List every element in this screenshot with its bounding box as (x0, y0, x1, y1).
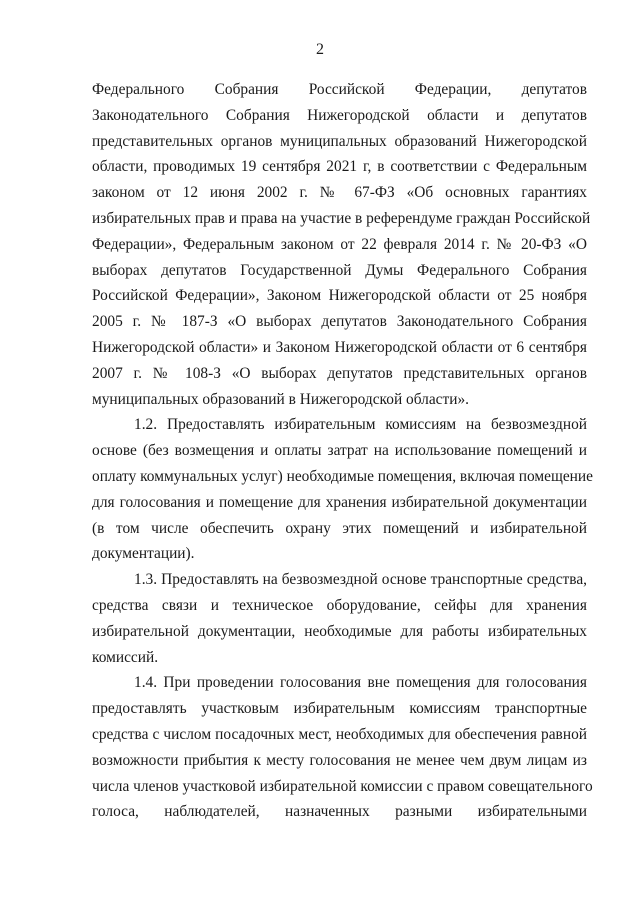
text-line: средства связи и техническое оборудование, сейфы для хранения (92, 596, 587, 614)
text-line: голоса, наблюдателей, назначенных разными избирательными (92, 803, 587, 821)
paragraph (92, 412, 593, 567)
text-line: основе (без возмещения и оплаты затрат на использование помещений и (92, 442, 587, 460)
document-body (92, 77, 593, 825)
text-line: числа членов участковой избирательной комиссии с правом совещательного (92, 777, 593, 795)
text-line: 1.4. При проведении голосования вне помещения для голосования (134, 674, 587, 692)
text-line: Федерального Собрания Российской Федерации, депутатов (92, 81, 587, 98)
text-line: 2005 г. № 187-З «О выборах депутатов Законодательного Собрания (92, 313, 587, 331)
text-line: муниципальных образований в Нижегородской области». (92, 390, 470, 408)
text-line: законом от 12 июня 2002 г. № 67-ФЗ «Об основных гарантиях (92, 184, 587, 202)
text-line: представительных органов муниципальных образований Нижегородской (92, 132, 587, 150)
text-line: для голосования и помещение для хранения избирательной документации (92, 493, 587, 511)
text-line: Нижегородской области» и Законом Нижегородской области от 6 сентября (92, 338, 587, 356)
text-line: Законодательного Собрания Нижегородской области и депутатов (92, 106, 587, 124)
text-line: комиссий. (92, 648, 159, 666)
text-line: предоставлять участковым избирательным комиссиям транспортные (92, 700, 587, 718)
paragraph (92, 77, 591, 412)
text-line: избирательной документации, необходимые для работы избирательных (92, 622, 587, 640)
text-line: средства с числом посадочных мест, необходимых для обеспечения равной (92, 725, 587, 743)
text-line: избирательных прав и права на участие в референдуме граждан Российской (92, 209, 591, 227)
text-line: 1.2. Предоставлять избирательным комиссиям на безвозмездной (134, 416, 587, 434)
page-number: 2 (316, 41, 324, 58)
paragraph (92, 670, 593, 825)
text-line: возможности прибытия к месту голосования не менее чем двум лицам из (92, 751, 587, 769)
text-line: области, проводимых 19 сентября 2021 г, в соответствии с Федеральным (92, 158, 587, 176)
text-line: 2007 г. № 108-З «О выборах депутатов представительных органов (92, 364, 587, 382)
paragraph (92, 567, 587, 670)
text-line: выборах депутатов Государственной Думы Федерального Собрания (92, 261, 587, 279)
text-line: Российской Федерации», Законом Нижегородской области от 25 ноября (92, 287, 587, 305)
text-line: 1.3. Предоставлять на безвозмездной основе транспортные средства, (134, 571, 587, 589)
text-line: документации). (92, 545, 195, 563)
text-line: Федерации», Федеральным законом от 22 февраля 2014 г. № 20-ФЗ «О (92, 235, 587, 253)
text-line: (в том числе обеспечить охрану этих помещений и избирательной (92, 519, 587, 537)
text-line: оплату коммунальных услуг) необходимые помещения, включая помещение (92, 467, 593, 485)
